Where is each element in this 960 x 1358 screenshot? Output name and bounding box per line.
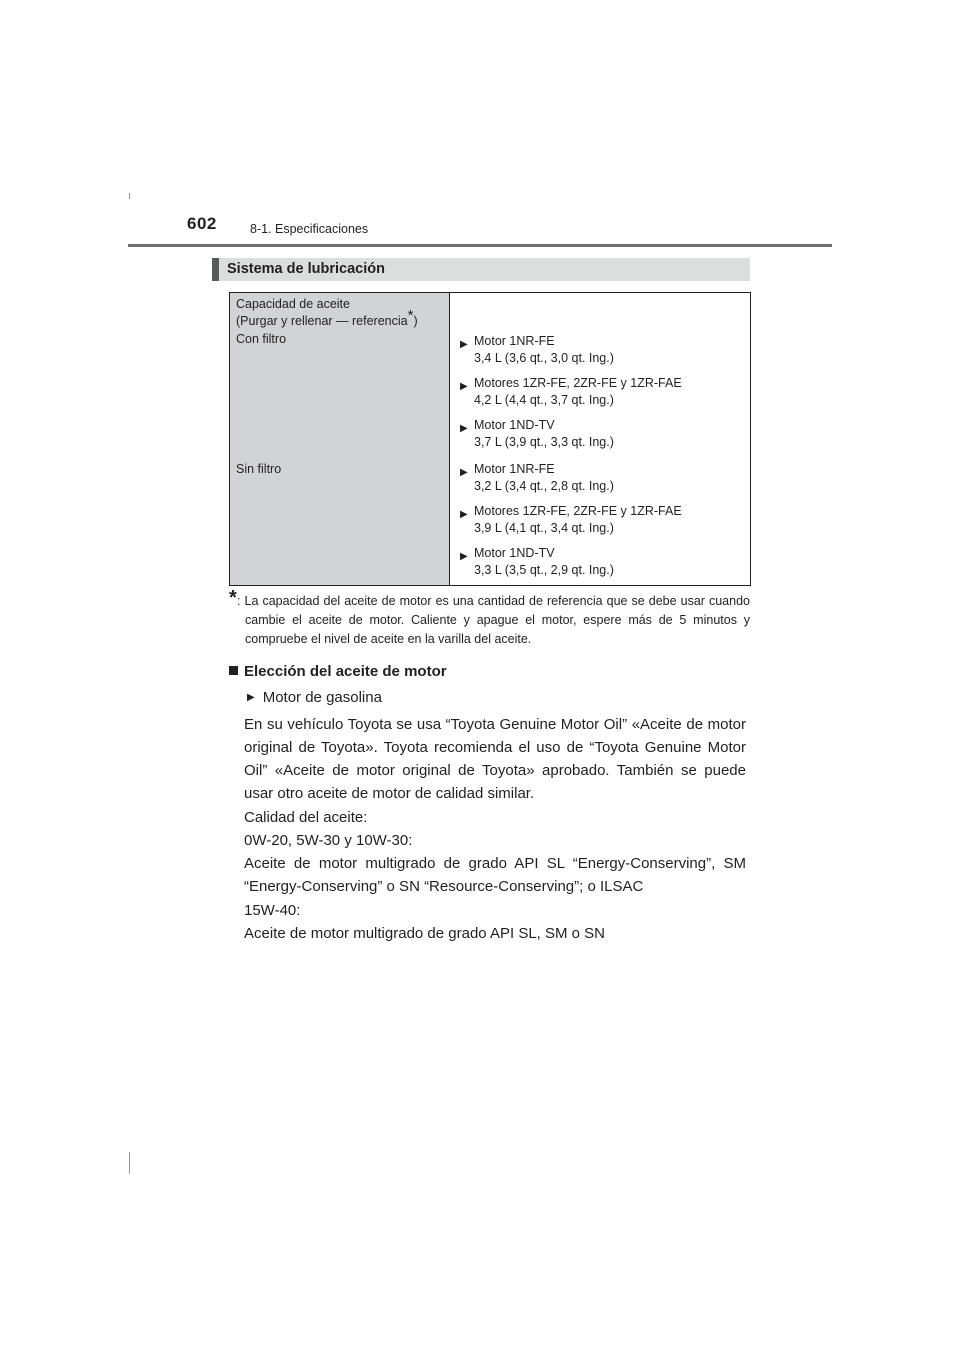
oil-paragraph: En su vehículo Toyota se usa “Toyota Genuine Motor Oil” «Aceite de motor original de Toyota». Toyota recomienda el uso de “Toyota Genuine Motor Oil” «Aceite de motor original de Toyota» aprobado. También se puede usar otro aceite de motor de calidad similar. (244, 716, 746, 802)
arrow-icon: ▶ (460, 551, 468, 562)
arrow-icon: ▶ (460, 339, 468, 350)
chapter-title: 8-1. Especificaciones (250, 222, 369, 236)
arrow-icon: ▶ (460, 467, 468, 478)
oil-capacity-table (229, 292, 751, 586)
with-filter-label: Con filtro (236, 332, 287, 346)
capacity-item: ▶ Motor 1NR-FE 3,4 L (3,6 qt., 3,0 qt. Ing.) (460, 334, 614, 365)
capacity-item: ▶ Motores 1ZR-FE, 2ZR-FE y 1ZR-FAE 4,2 L (4,4 qt., 3,7 qt. Ing.) (460, 376, 682, 407)
without-filter-label: Sin filtro (236, 462, 282, 476)
margin-mark (129, 1152, 130, 1174)
gasoline-engine-item: ▶ Motor de gasolina (247, 689, 382, 706)
header-rule (128, 244, 832, 247)
arrow-icon: ▶ (460, 381, 468, 392)
capacity-label: Capacidad de aceite (236, 297, 350, 311)
footnote-mark: * (229, 587, 237, 609)
value-cell (450, 293, 751, 586)
label-cell (230, 293, 450, 586)
grade-1-label: 0W-20, 5W-30 y 10W-30: (244, 832, 413, 849)
quality-label: Calidad del aceite: (244, 809, 368, 826)
grade-1-description: Aceite de motor multigrado de grado API SL “Energy-Conserving”, SM “Energy-Conserving” o SN “Resource-Conserving”; o ILSAC (244, 855, 746, 895)
reference-label: (Purgar y rellenar — referencia*) (236, 307, 418, 328)
margin-mark (129, 193, 130, 199)
section-heading: Sistema de lubricación (212, 258, 750, 281)
capacity-item: ▶ Motor 1ND-TV 3,3 L (3,5 qt., 2,9 qt. Ing.) (460, 546, 614, 577)
grade-2-label: 15W-40: (244, 902, 301, 919)
footnote-text: : La capacidad del aceite de motor es una cantidad de referencia que se debe usar cuando cambie el aceite de motor. Caliente y apague el motor, espere más de 5 minutos y compruebe el nivel de aceite en la varilla del aceite. (237, 594, 750, 646)
capacity-item: ▶ Motor 1ND-TV 3,7 L (3,9 qt., 3,3 qt. Ing.) (460, 418, 614, 449)
oil-selection-heading: Elección del aceite de motor (229, 663, 447, 680)
grade-2-description: Aceite de motor multigrado de grado API SL, SM o SN (244, 925, 606, 942)
arrow-icon: ▶ (460, 509, 468, 520)
capacity-item: ▶ Motores 1ZR-FE, 2ZR-FE y 1ZR-FAE 3,9 L (4,1 qt., 3,4 qt. Ing.) (460, 504, 682, 535)
capacity-item: ▶ Motor 1NR-FE 3,2 L (3,4 qt., 2,8 qt. Ing.) (460, 462, 614, 493)
square-bullet-icon (229, 666, 238, 675)
arrow-icon: ▶ (247, 692, 255, 703)
arrow-icon: ▶ (460, 423, 468, 434)
page-number: 602 (187, 214, 217, 233)
footnote (229, 587, 750, 649)
